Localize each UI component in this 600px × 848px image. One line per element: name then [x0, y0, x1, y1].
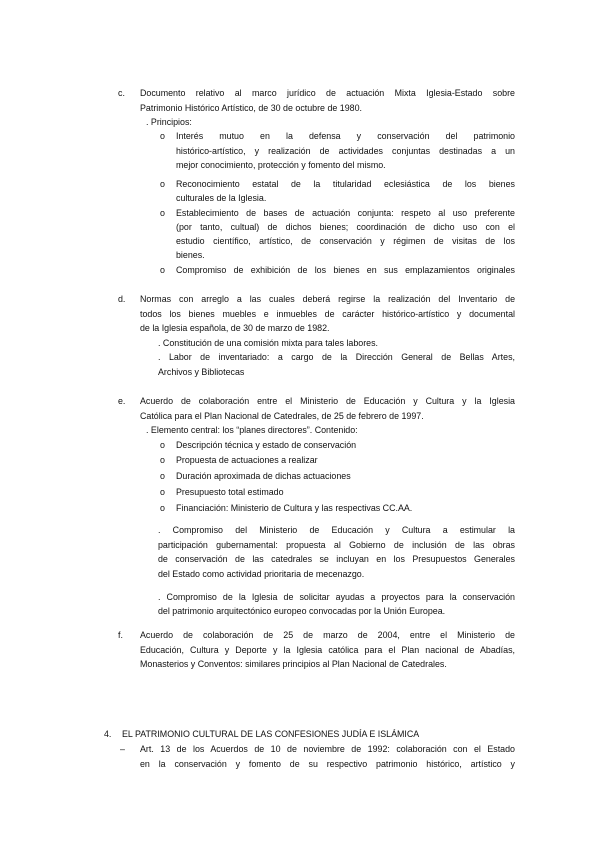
list-item-line: (por tanto, cultual) de dichos bienes; coordinación de dicho uso con el: [176, 222, 515, 232]
list-item-line: Establecimiento de bases de actuación conjunta: respeto al uso preferente: [176, 208, 515, 218]
list-item-line: Descripción técnica y estado de conservación: [176, 440, 357, 450]
elemento-central: . Elemento central: los “planes directores”. Contenido:: [146, 425, 358, 435]
list-item-line: Financiación: Ministerio de Cultura y las respectivas CC.AA.: [176, 503, 413, 513]
section-d-subitem: . Labor de inventariado: a cargo de la Dirección General de Bellas Artes,: [158, 352, 515, 362]
bullet-icon: o: [160, 131, 165, 141]
section-e-paragraph-line: participación gubernamental: propuesta al Gobierno de inclusión de las obras: [158, 540, 515, 550]
section-4-line: Art. 13 de los Acuerdos de 10 de noviembre de 1992: colaboración con el Estado: [140, 744, 515, 754]
section-c-title-line: Documento relativo al marco jurídico de actuación Mixta Iglesia-Estado sobre: [140, 88, 515, 98]
bullet-icon: o: [160, 471, 165, 481]
bullet-icon: o: [160, 455, 165, 465]
list-item-line: Presupuesto total estimado: [176, 487, 284, 497]
list-item-line: Propuesta de actuaciones a realizar: [176, 455, 318, 465]
list-item-line: Interés mutuo en la defensa y conservación del patrimonio: [176, 131, 515, 141]
section-e-paragraph-line: . Compromiso del Ministerio de Educación y Cultura a estimular la: [158, 525, 515, 535]
list-item-line: culturales de la Iglesia.: [176, 193, 267, 203]
list-item-line: Duración aproximada de dichas actuaciones: [176, 471, 351, 481]
section-e-paragraph-line: de conservación de las catedrales se incluyan en los Presupuestos Generales: [158, 554, 515, 564]
section-f-line: Monasterios y Conventos: similares principios al Plan Nacional de Catedrales.: [140, 659, 447, 669]
section-c-title-line: Patrimonio Histórico Artístico, de 30 de octubre de 1980.: [140, 103, 362, 113]
section-4-line: en la conservación y fomento de su respectivo patrimonio histórico, artístico y: [140, 759, 515, 769]
section-d-subitem: Archivos y Bibliotecas: [158, 367, 245, 377]
section-e-line: Acuerdo de colaboración entre el Ministerio de Educación y Cultura y la Iglesia: [140, 396, 515, 406]
bullet-icon: o: [160, 179, 165, 189]
principios-label: . Principios:: [146, 117, 192, 127]
bullet-icon: o: [160, 487, 165, 497]
bullet-icon: o: [160, 503, 165, 513]
list-item-line: histórico-artístico, y realización de actividades conjuntas destinadas a un: [176, 146, 515, 156]
bullet-icon: o: [160, 265, 165, 275]
section-e-paragraph-line: del Estado como actividad prioritaria de mecenazgo.: [158, 569, 365, 579]
section-e-line: Católica para el Plan Nacional de Catedrales, de 25 de febrero de 1997.: [140, 411, 424, 421]
section-d-subitem: . Constitución de una comisión mixta para tales labores.: [158, 338, 379, 348]
bullet-icon: o: [160, 208, 165, 218]
list-marker: f.: [118, 630, 123, 640]
section-d-line: todos los bienes muebles e inmuebles de carácter histórico-artístico y documental: [140, 309, 515, 319]
section-e-paragraph-line: . Compromiso de la Iglesia de solicitar ayudas a proyectos para la conservación: [158, 592, 515, 602]
list-item-line: estudio científico, artístico, de conservación y régimen de visitas de los: [176, 236, 515, 246]
list-item-line: bienes.: [176, 250, 205, 260]
section-d-line: Normas con arreglo a las cuales deberá regirse la realización del Inventario de: [140, 294, 515, 304]
section-number: 4.: [104, 729, 112, 739]
list-item-line: Compromiso de exhibición de los bienes en sus emplazamientos originales: [176, 265, 515, 275]
list-item-line: mejor conocimiento, protección y fomento del mismo.: [176, 160, 386, 170]
bullet-icon: o: [160, 440, 165, 450]
dash-bullet: –: [120, 744, 125, 754]
section-heading: EL PATRIMONIO CULTURAL DE LAS CONFESIONES JUDÍA E ISLÁMICA: [122, 729, 420, 739]
list-marker: c.: [118, 88, 125, 98]
list-marker: d.: [118, 294, 126, 304]
section-f-line: Educación, Cultura y Deporte y la Iglesia católica para el Plan nacional de Abadías,: [140, 645, 515, 655]
section-d-line: de la Iglesia española, de 30 de marzo de 1982.: [140, 323, 330, 333]
list-marker: e.: [118, 396, 126, 406]
section-e-paragraph-line: del patrimonio arquitectónico europeo convocadas por la Unión Europea.: [158, 606, 446, 616]
section-f-line: Acuerdo de colaboración de 25 de marzo de 2004, entre el Ministerio de: [140, 630, 515, 640]
list-item-line: Reconocimiento estatal de la titularidad eclesiástica de los bienes: [176, 179, 515, 189]
